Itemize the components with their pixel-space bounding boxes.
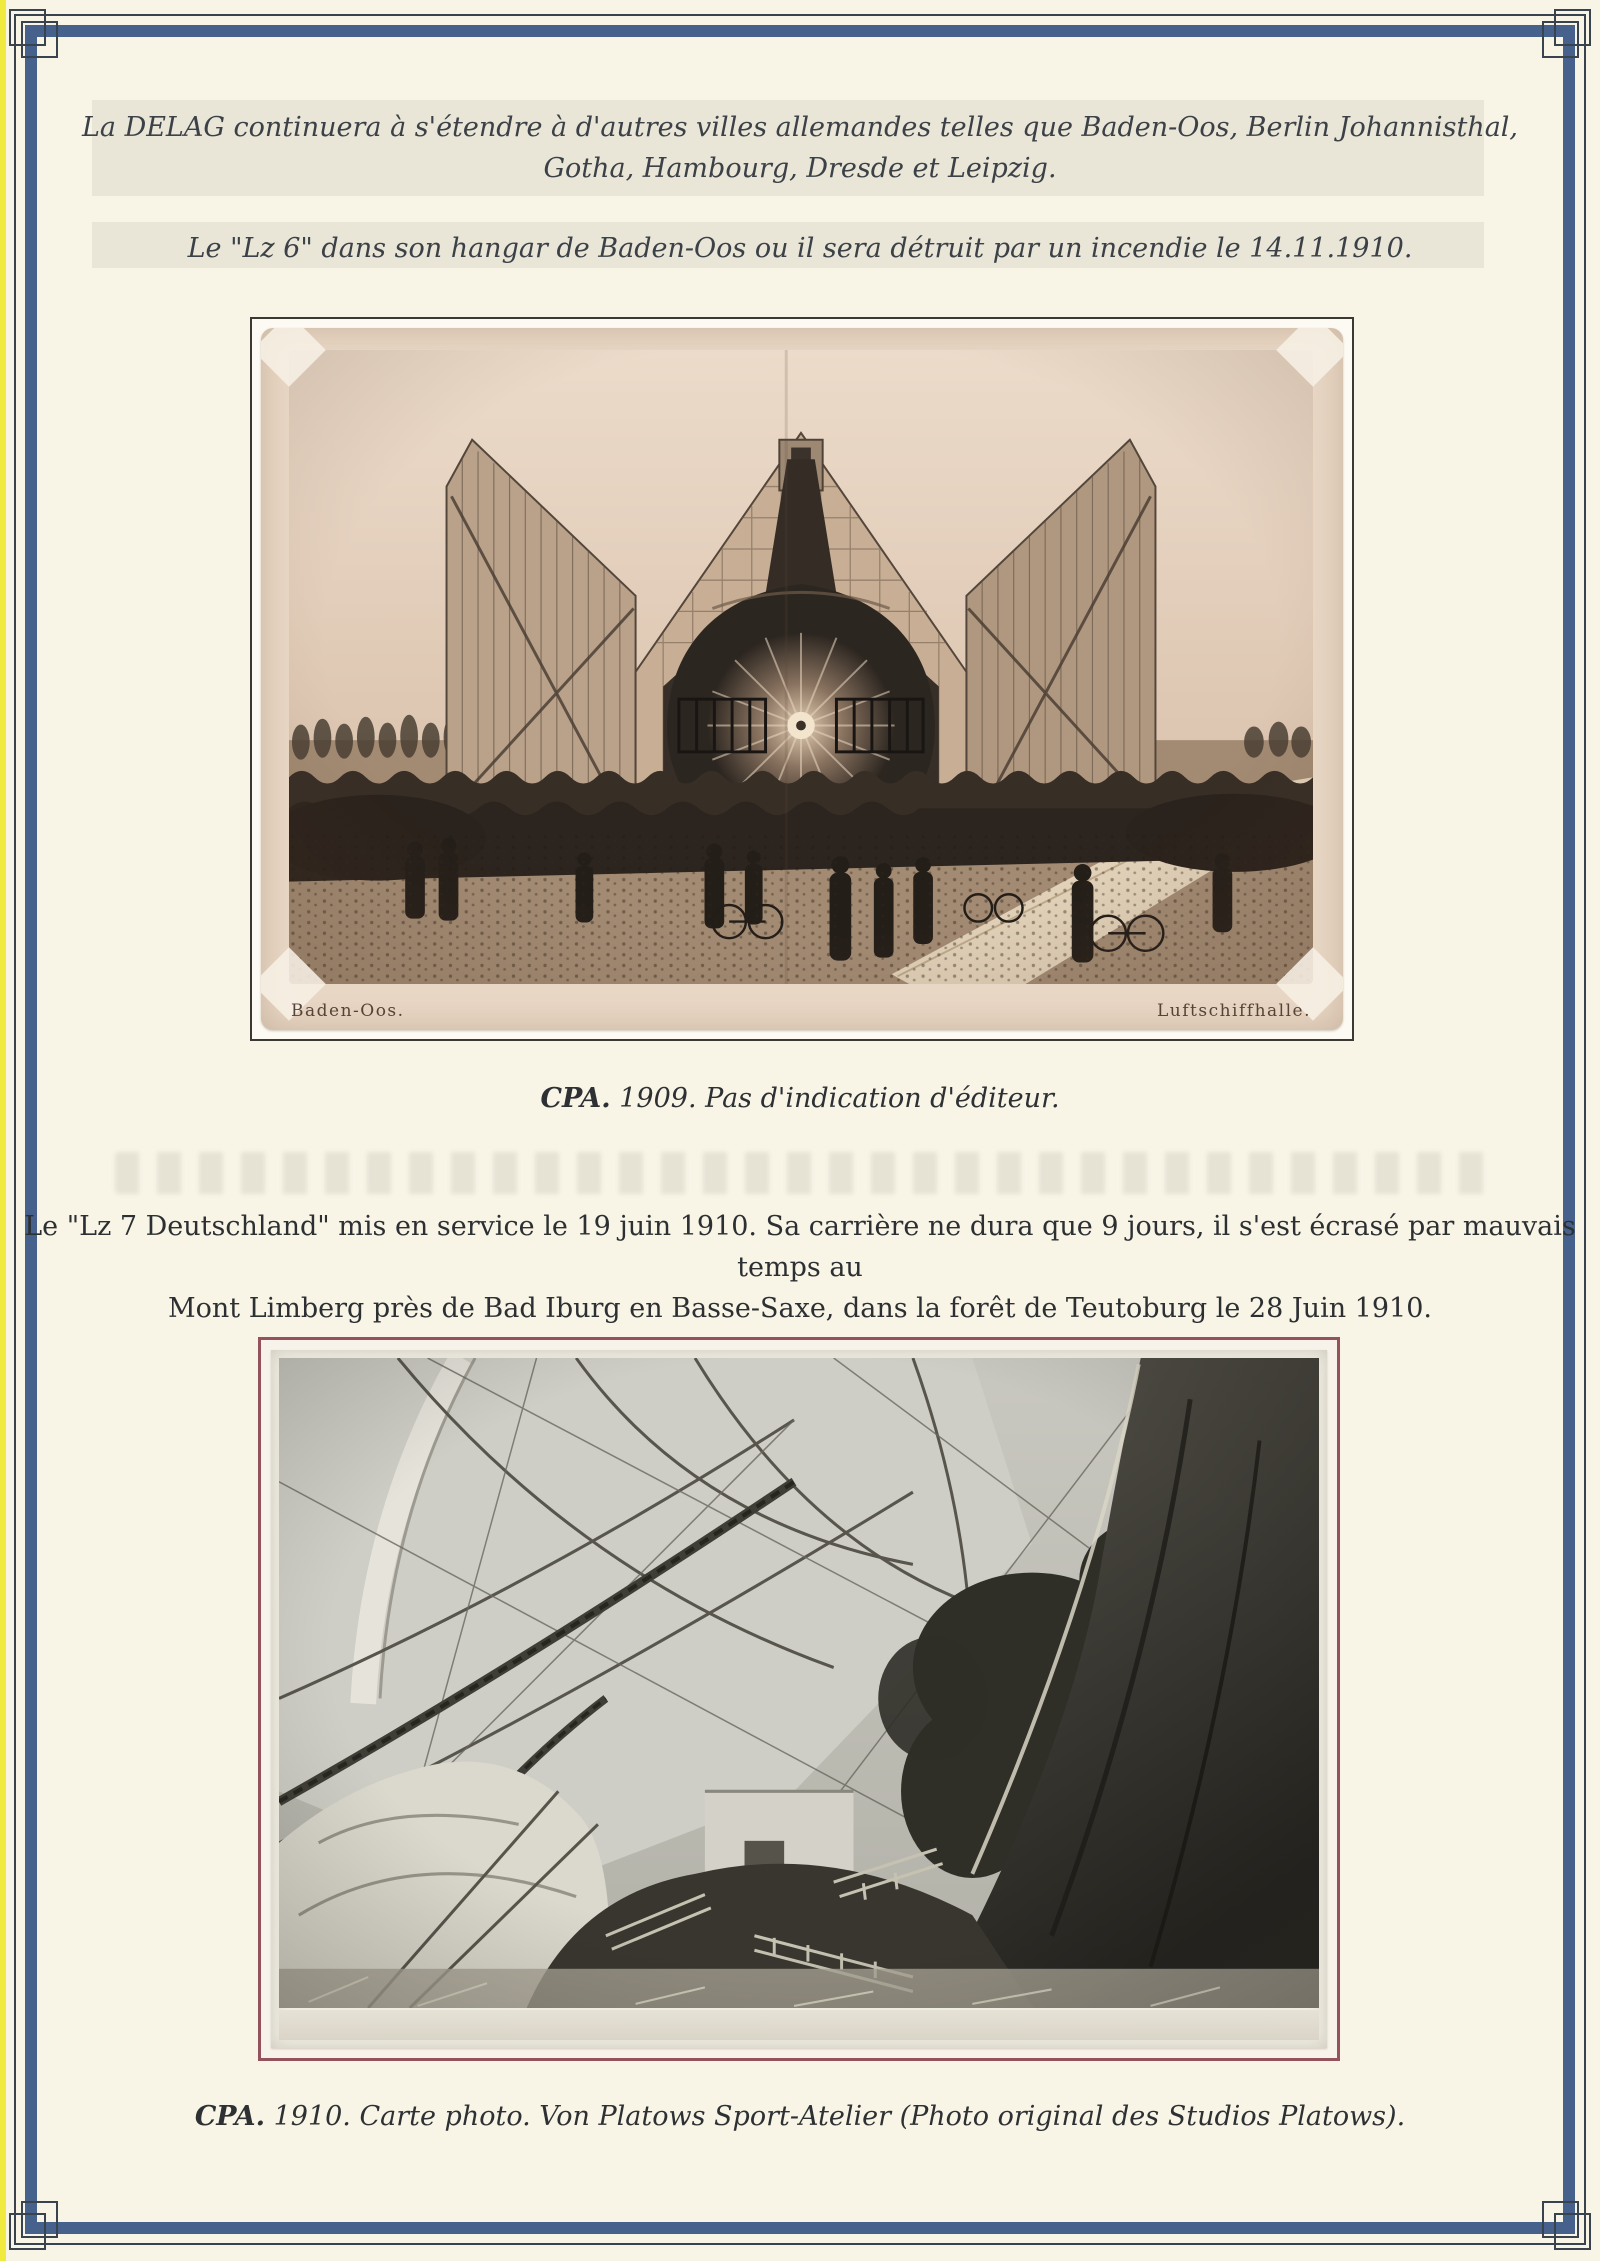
lz7-paragraph-line-1: Le "Lz 7 Deutschland" mis en service le 19 juin 1910. Sa carrière ne dura que 9 jours, il s'est écrasé par mauvais temps au — [24, 1211, 1576, 1283]
border-corner-ornament — [1542, 21, 1579, 58]
border-corner-ornament — [21, 21, 58, 58]
postcard-lz7-card — [271, 1350, 1327, 2048]
postcard-lz6-caption — [0, 1078, 1600, 1120]
header-text — [0, 107, 1600, 189]
caption-lead: CPA. — [540, 1083, 611, 1114]
postcard-lz6-card — [261, 328, 1343, 1030]
postcard-lz6-frame — [250, 317, 1354, 1041]
header-line-1: La DELAG continuera à s'étendre à d'autres villes allemandes telles que Baden-Oos, Berlin Johannisthal, — [81, 112, 1519, 143]
caption-text: 1909. Pas d'indication d'éditeur. — [610, 1083, 1060, 1114]
header-line-2: Gotha, Hambourg, Dresde et Leipzig. — [543, 153, 1057, 184]
lz7-paragraph — [0, 1206, 1600, 1329]
border-corner-ornament — [21, 2201, 58, 2238]
postcard-lz7-photo — [279, 1358, 1319, 2008]
caption-lead: CPA. — [194, 2101, 265, 2132]
postcard-lz7-caption — [0, 2096, 1600, 2138]
wreck-scene-illustration — [279, 1358, 1319, 2008]
header-line-3: Le "Lz 6" dans son hangar de Baden-Oos ou il sera détruit par un incendie le 14.11.1910. — [187, 233, 1413, 264]
postcard-lz6-printed-labels — [291, 1001, 1311, 1021]
postcard-label-left: Baden-Oos. — [291, 1001, 405, 1021]
postcard-lz6-photo — [289, 350, 1313, 984]
border-corner-ornament — [1542, 2201, 1579, 2238]
postcard-lz7-frame — [258, 1337, 1340, 2061]
postcard-lz7-bottom-margin — [279, 2010, 1319, 2040]
postcard-label-right: Luftschiffhalle. — [1157, 1001, 1311, 1021]
lz7-paragraph-line-2: Mont Limberg près de Bad Iburg en Basse-Saxe, dans la forêt de Teutoburg le 28 Juin 1910. — [168, 1293, 1432, 1324]
caption-text: 1910. Carte photo. Von Platows Sport-Atelier (Photo original des Studios Platows). — [265, 2101, 1406, 2132]
scan-edge-strip — [0, 0, 6, 2261]
hangar-scene-illustration — [289, 350, 1313, 984]
